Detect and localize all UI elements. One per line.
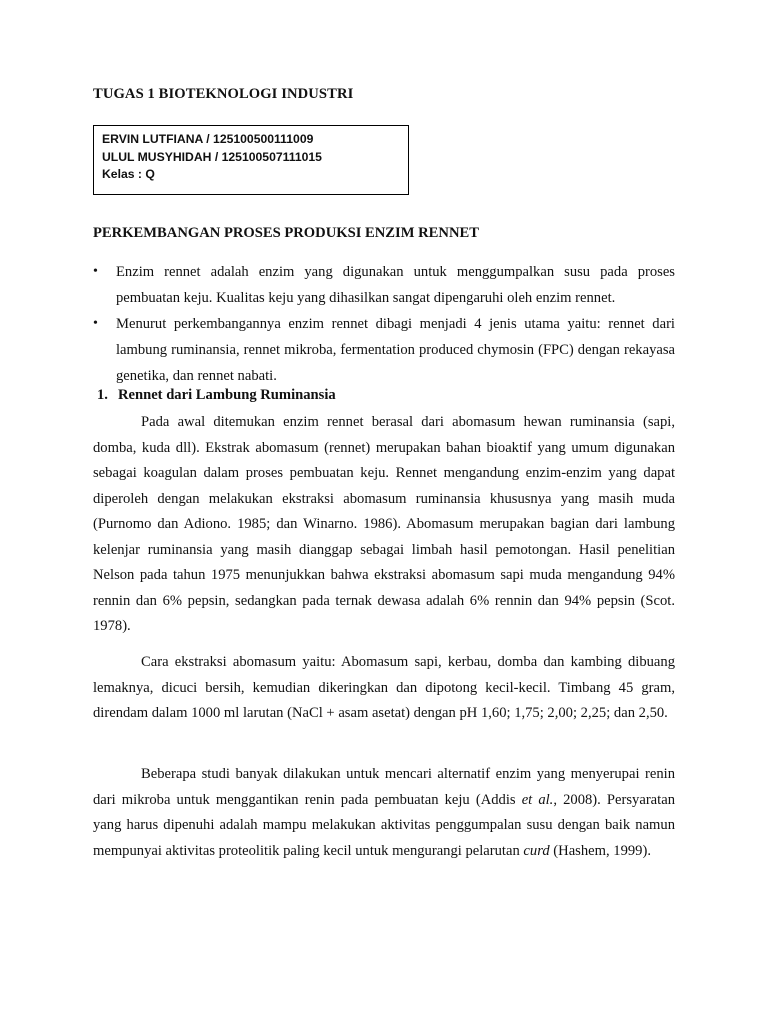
student-info-box <box>93 125 409 195</box>
paragraph-3 <box>93 762 675 864</box>
document-title: TUGAS 1 BIOTEKNOLOGI INDUSTRI <box>93 86 354 102</box>
student-2-line: ULUL MUSYHIDAH / 125100507111015 <box>102 149 322 164</box>
bullet-dot-icon: • <box>93 264 98 279</box>
paragraph-3-italic: curd <box>523 842 550 859</box>
paragraph-1: Pada awal ditemukan enzim rennet berasal dari abomasum hewan ruminansia (sapi, domba, kuda dll). Ekstrak abomasum (rennet) merupakan bahan bioaktif yang umum digunakan sebagai koagulan dalam proses pembuatan keju. Rennet mengandung enzim-enzim yang dapat diperoleh dengan melakukan ekstraksi abomasum ruminansia khususnya yang masih muda (Purnomo dan Adiono. 1985; dan Winarno. 1986). Abomasum merupakan bagian dari lambung kelenjar ruminansia yang masih dianggap sebagai limbah hasil pemotongan. Hasil penelitian Nelson pada tahun 1975 menunjukkan bahwa ekstraksi abomasum sapi muda mengandung 94% rennin dan 6% pepsin, sedangkan pada ternak dewasa adalah 6% rennin dan 94% pepsin (Scot. 1978). <box>93 414 675 634</box>
bullet-item <box>93 259 675 311</box>
subheading-text: Rennet dari Lambung Ruminansia <box>117 387 336 403</box>
section-title: PERKEMBANGAN PROSES PRODUKSI ENZIM RENNET <box>93 225 479 241</box>
paragraph-3-part: Beberapa studi banyak dilakukan untuk mencari alternatif enzim yang menyerupai renin dari mikroba untuk menggantikan renin pada pembuatan keju (Addis <box>93 766 675 808</box>
bullet-text: Menurut perkembangannya enzim rennet dibagi menjadi 4 jenis utama yaitu: rennet dari lambung ruminansia, rennet mikroba, fermentation produced chymosin (FPC) dengan rekayasa genetika, dan rennet nabati. <box>116 316 675 384</box>
paragraph-3-part: , 2008). Persyaratan yang harus dipenuhi adalah mampu melakukan aktivitas penggumpalan susu dengan baik namun mempunyai aktivitas proteolitik paling kecil untuk mengurangi pelarutan <box>93 791 675 859</box>
bullet-text: Enzim rennet adalah enzim yang digunakan untuk menggumpalkan susu pada proses pembuatan keju. Kualitas keju yang dihasilkan sangat dipengaruhi oleh enzim rennet. <box>116 264 675 306</box>
class-line: Kelas : Q <box>102 167 155 181</box>
subheading <box>97 387 336 404</box>
student-1-line: ERVIN LUTFIANA / 125100500111009 <box>102 132 314 146</box>
paragraph-3-part: (Hashem, 1999). <box>549 842 651 859</box>
subheading-number: 1. <box>97 387 108 403</box>
bullet-item <box>93 311 675 389</box>
bullet-dot-icon: • <box>93 316 98 331</box>
bullet-list <box>93 259 675 389</box>
paragraph-2: Cara ekstraksi abomasum yaitu: Abomasum sapi, kerbau, domba dan kambing dibuang lemaknya, dicuci bersih, kemudian dikeringkan dan dipotong kecil-kecil. Timbang 45 gram, direndam dalam 1000 ml larutan (NaCl + asam asetat) dengan pH 1,60; 1,75; 2,00; 2,25; dan 2,50. <box>93 654 675 721</box>
paragraph-3-italic: et al. <box>521 791 554 808</box>
